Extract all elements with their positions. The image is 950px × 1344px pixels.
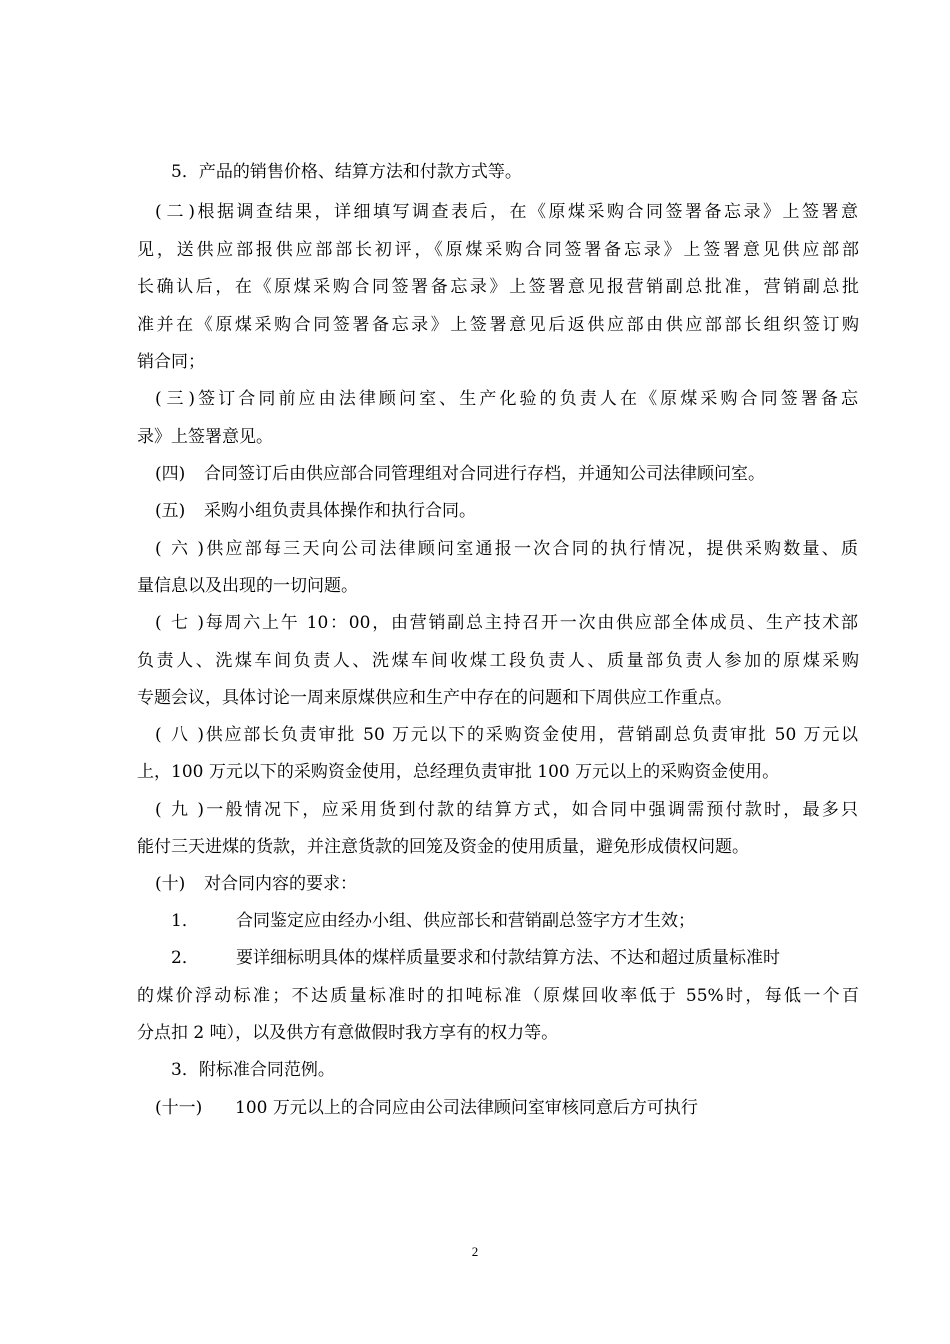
text-line: 销合同； (137, 352, 205, 372)
text-line: 准并在《原煤采购合同签署备忘录》上签署意见后返供应部由供应部部长组织签订购 (137, 315, 859, 335)
list-item-1 (171, 909, 695, 933)
section-marker: (九) (155, 800, 204, 820)
text-line: 见，送供应部报供应部部长初评，《原煤采购合同签署备忘录》上签署意见供应部部 (137, 240, 859, 260)
list-item-2-first-line (171, 946, 780, 970)
text-line: 专题会议，具体讨论一周来原煤供应和生产中存在的问题和下周供应工作重点。 (137, 688, 732, 708)
text-line: 每周六上午 10：00，由营销副总主持召开一次由供应部全体成员、生产技术部 (204, 613, 858, 633)
text-line: 量信息以及出现的一切问题。 (137, 576, 358, 596)
text-line: 要详细标明具体的煤样质量要求和付款结算方法、不达和超过质量标准时 (236, 948, 780, 968)
list-number: 1． (171, 911, 199, 931)
section-10 (155, 872, 357, 896)
text-line: 能付三天进煤的货款，并注意货款的回笼及资金的使用质量，避免形成债权问题。 (137, 837, 749, 857)
section-marker: (八) (155, 725, 204, 745)
text-line: 100 万元以上的合同应由公司法律顾问室审核同意后方可执行 (235, 1098, 698, 1118)
text-line: 的煤价浮动标准；不达质量标准时的扣吨标准（原煤回收率低于 55%时，每低一个百 (137, 986, 859, 1006)
text-line: 上，100 万元以下的采购资金使用，总经理负责审批 100 万元以上的采购资金使用。 (137, 762, 780, 782)
section-6-first-line (137, 537, 858, 561)
section-4 (155, 462, 765, 486)
text-line: 采购小组负责具体操作和执行合同。 (204, 501, 476, 521)
text-line: 供应部每三天向公司法律顾问室通报一次合同的执行情况，提供采购数量、质 (204, 539, 858, 559)
text-line: 5．产品的销售价格、结算方法和付款方式等。 (171, 162, 522, 182)
text-line: 合同签订后由供应部合同管理组对合同进行存档，并通知公司法律顾问室。 (204, 464, 765, 484)
section-marker: (二) (155, 202, 195, 222)
text-line: 3．附标准合同范例。 (171, 1060, 335, 1080)
list-number: 2． (171, 948, 199, 968)
section-marker: (六) (155, 539, 204, 559)
text-line: 签订合同前应由法律顾问室、生产化验的负责人在《原煤采购合同签署备忘 (195, 389, 858, 409)
section-2-first-line (137, 200, 858, 224)
section-5 (155, 499, 476, 523)
section-11 (155, 1096, 698, 1120)
section-3-first-line (137, 387, 858, 411)
list-item-3 (171, 1058, 335, 1082)
section-8-first-line (137, 723, 858, 747)
text-line: 负责人、洗煤车间负责人、洗煤车间收煤工段负责人、质量部负责人参加的原煤采购 (137, 651, 859, 671)
text-line: 分点扣 2 吨），以及供方有意做假时我方享有的权力等。 (137, 1023, 559, 1043)
text-line: 根据调查结果，详细填写调查表后，在《原煤采购合同签署备忘录》上签署意 (195, 202, 858, 222)
list-item-5 (171, 160, 522, 184)
text-line: 合同鉴定应由经办小组、供应部长和营销副总签字方才生效； (236, 911, 695, 931)
text-line: 供应部长负责审批 50 万元以下的采购资金使用，营销副总负责审批 50 万元以 (204, 725, 858, 745)
text-line: 对合同内容的要求： (204, 874, 357, 894)
section-marker: (四) (155, 464, 186, 484)
section-marker: (十) (155, 874, 186, 894)
section-marker: (十一) (155, 1098, 203, 1118)
text-line: 录》上签署意见。 (137, 427, 273, 447)
section-9-first-line (137, 798, 858, 822)
text-line: 长确认后，在《原煤采购合同签署备忘录》上签署意见报营销副总批准，营销副总批 (137, 277, 859, 297)
section-marker: (三) (155, 389, 195, 409)
section-marker: (七) (155, 613, 204, 633)
text-line: 一般情况下，应采用货到付款的结算方式，如合同中强调需预付款时，最多只 (204, 800, 858, 820)
section-7-first-line (137, 611, 858, 635)
page-number: 2 (471, 1244, 479, 1259)
section-marker: (五) (155, 501, 186, 521)
